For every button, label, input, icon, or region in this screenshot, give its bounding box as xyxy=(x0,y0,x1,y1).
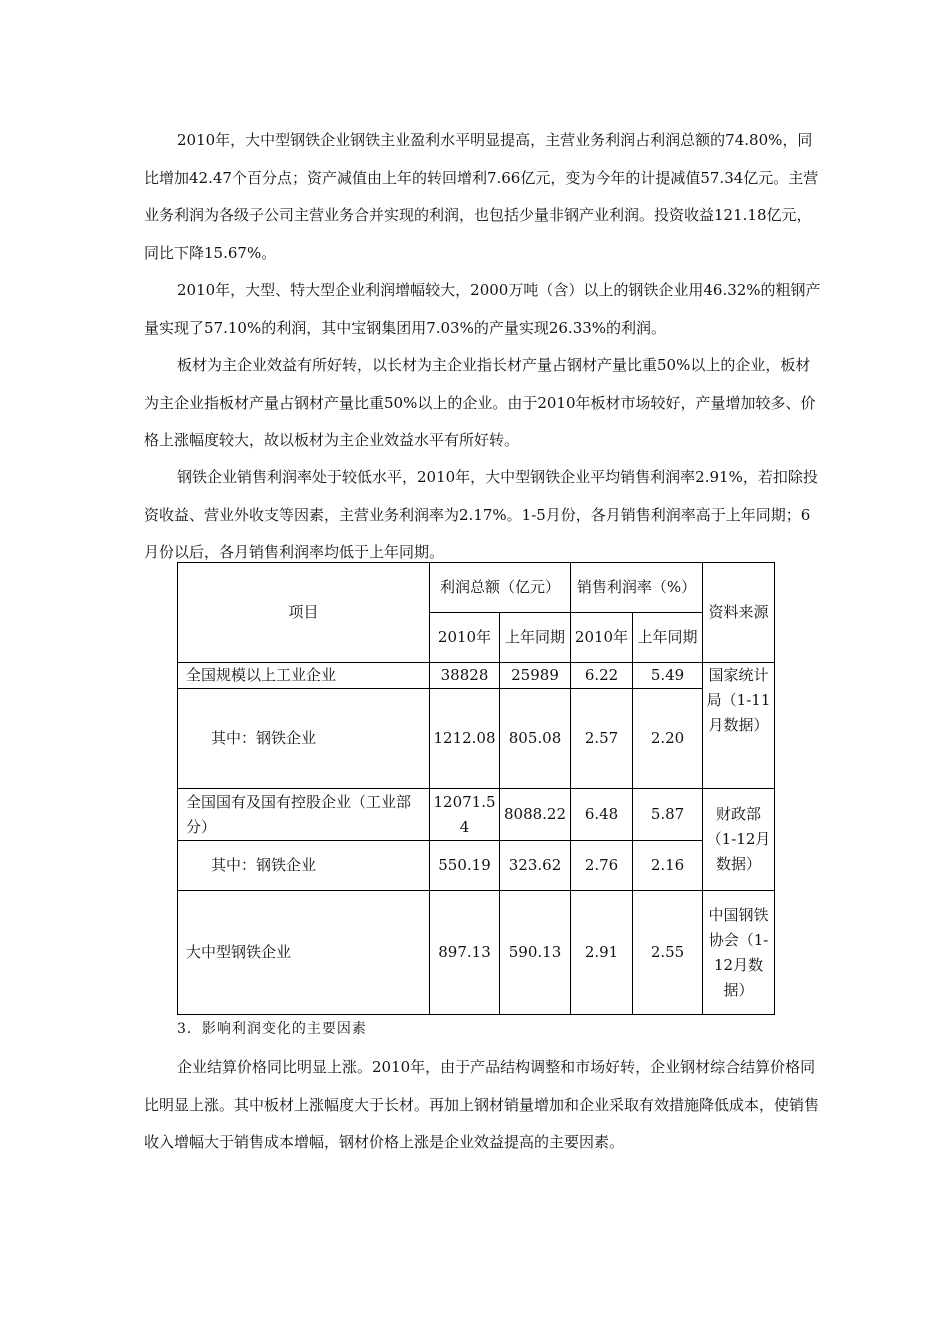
cell-margin-2010: 2.76 xyxy=(571,841,633,891)
header-profit-prev: 上年同期 xyxy=(500,613,571,663)
cell-margin-2010: 2.91 xyxy=(571,891,633,1015)
cell-margin-2010: 6.22 xyxy=(571,663,633,689)
cell-margin-prev: 2.55 xyxy=(633,891,703,1015)
cell-profit-prev: 8088.22 xyxy=(500,789,571,841)
table-row xyxy=(178,689,775,789)
row-item: 其中：钢铁企业 xyxy=(178,841,430,891)
cell-source-mof: 财政部（1-12月数据） xyxy=(703,789,775,891)
cell-profit-2010: 1212.08 xyxy=(430,689,500,789)
cell-profit-2010: 38828 xyxy=(430,663,500,689)
cell-profit-2010: 550.19 xyxy=(430,841,500,891)
row-item: 大中型钢铁企业 xyxy=(178,891,430,1015)
header-profit-2010: 2010年 xyxy=(430,613,500,663)
table-row xyxy=(178,663,775,689)
cell-profit-2010: 12071.54 xyxy=(430,789,500,841)
paragraph-sales-margin: 钢铁企业销售利润率处于较低水平，2010年，大中型钢铁企业平均销售利润率2.91%，若扣除投资收益、营业外收支等因素，主营业务利润率为2.17%。1-5月份，各月销售利润率高于上年同期；6月份以后，各月销售利润率均低于上年同期。 xyxy=(144,468,818,561)
section-heading: 3．影响利润变化的主要因素 xyxy=(177,1021,367,1037)
header-source: 资料来源 xyxy=(703,563,775,663)
cell-profit-prev: 805.08 xyxy=(500,689,571,789)
cell-margin-2010: 6.48 xyxy=(571,789,633,841)
cell-margin-2010: 2.57 xyxy=(571,689,633,789)
row-item: 全国国有及国有控股企业（工业部分） xyxy=(178,789,430,841)
cell-margin-prev: 5.87 xyxy=(633,789,703,841)
cell-source-nbs: 国家统计局（1-11月数据） xyxy=(703,663,775,789)
paragraph-profit-structure: 2010年，大中型钢铁企业钢铁主业盈利水平明显提高，主营业务利润占利润总额的74.80%，同比增加42.47个百分点；资产减值由上年的转回增利7.66亿元，变为今年的计提减值57.34亿元。主营业务利润为各级子公司主营业务合并实现的利润，也包括少量非钢产业利润。投资收益121.18亿元，同比下降15.67%。 xyxy=(144,131,819,262)
table-row xyxy=(178,789,775,841)
cell-profit-prev: 323.62 xyxy=(500,841,571,891)
header-profit-margin: 销售利润率（%） xyxy=(571,563,703,613)
cell-margin-prev: 2.16 xyxy=(633,841,703,891)
header-item: 项目 xyxy=(178,563,430,663)
profit-comparison-table xyxy=(177,562,775,1015)
paragraph-plate-enterprises: 板材为主企业效益有所好转，以长材为主企业指长材产量占钢材产量比重50%以上的企业，板材为主企业指板材产量占钢材产量比重50%以上的企业。由于2010年板材市场较好，产量增加较多、价格上涨幅度较大，故以板材为主企业效益水平有所好转。 xyxy=(144,356,816,449)
paragraph-price-factor: 企业结算价格同比明显上涨。2010年，由于产品结构调整和市场好转，企业钢材综合结算价格同比明显上涨。其中板材上涨幅度大于长材。再加上钢材销量增加和企业采取有效措施降低成本，使销售收入增幅大于销售成本增幅，钢材价格上涨是企业效益提高的主要因素。 xyxy=(144,1058,820,1151)
cell-profit-2010: 897.13 xyxy=(430,891,500,1015)
cell-profit-prev: 590.13 xyxy=(500,891,571,1015)
row-item: 全国规模以上工业企业 xyxy=(178,663,430,689)
cell-margin-prev: 2.20 xyxy=(633,689,703,789)
header-profit-total: 利润总额（亿元） xyxy=(430,563,571,613)
header-margin-2010: 2010年 xyxy=(571,613,633,663)
cell-source-cisa: 中国钢铁协会（1-12月数据） xyxy=(703,891,775,1015)
header-margin-prev: 上年同期 xyxy=(633,613,703,663)
paragraph-large-enterprises: 2010年，大型、特大型企业利润增幅较大，2000万吨（含）以上的钢铁企业用46.32%的粗钢产量实现了57.10%的利润，其中宝钢集团用7.03%的产量实现26.33%的利润。 xyxy=(144,281,821,337)
row-item: 其中：钢铁企业 xyxy=(178,689,430,789)
table-row xyxy=(178,891,775,1015)
cell-margin-prev: 5.49 xyxy=(633,663,703,689)
cell-profit-prev: 25989 xyxy=(500,663,571,689)
table-row xyxy=(178,841,775,891)
